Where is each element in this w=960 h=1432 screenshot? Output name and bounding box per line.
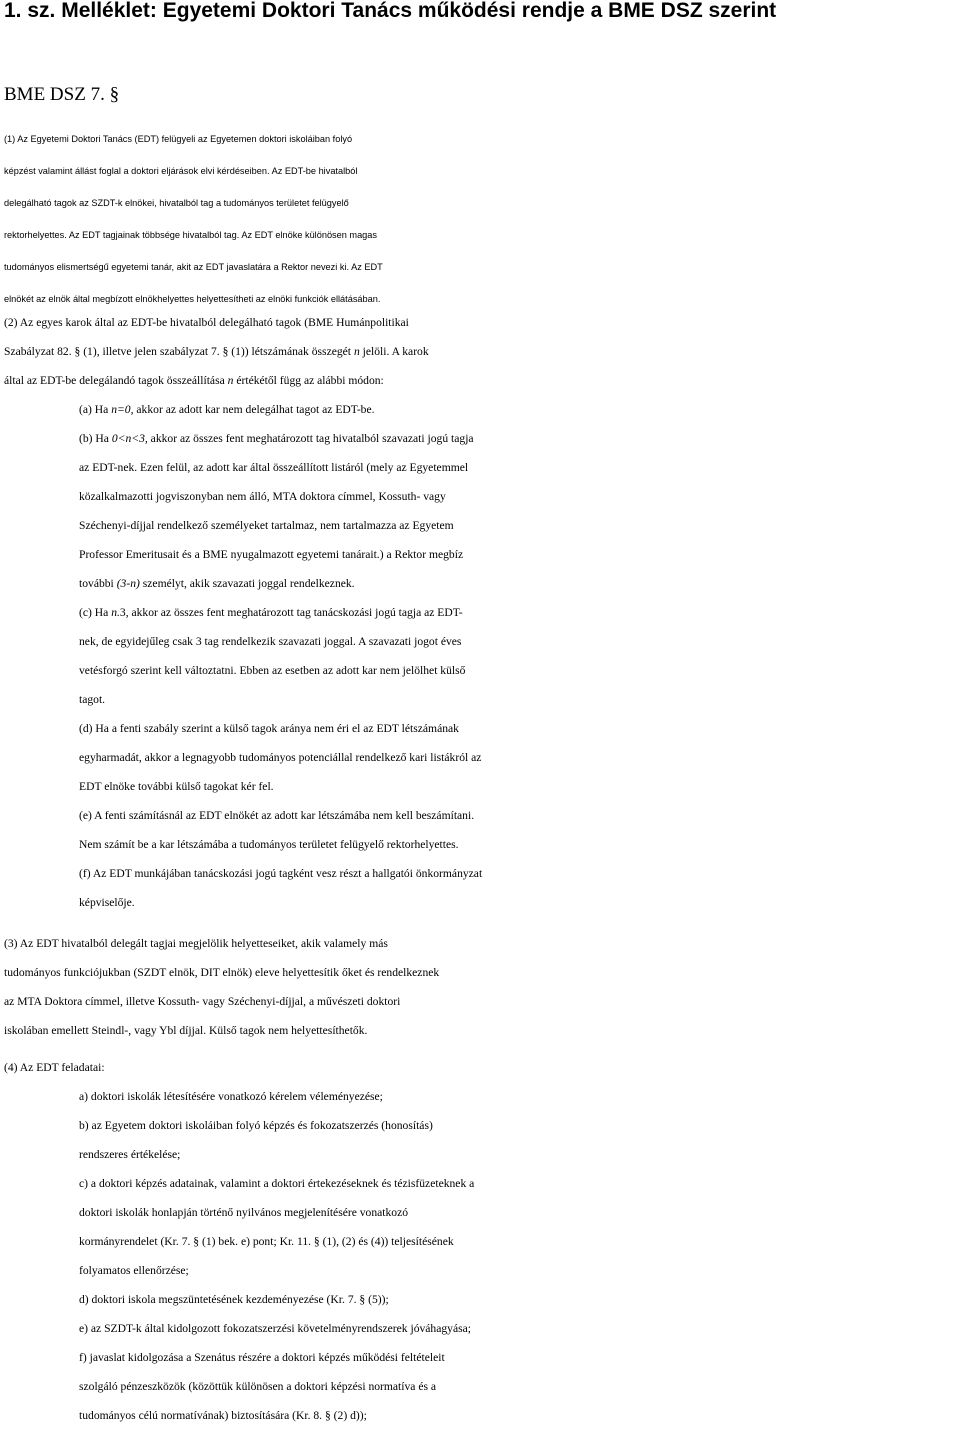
paragraph-2-line: (2) Az egyes karok által az EDT-be hivatalból delegálható tagok (BME Humánpolitikai: [4, 316, 409, 329]
text-run: további: [79, 577, 117, 590]
task-item: a) doktori iskolák létesítésére vonatkozó kérelem véleményezése;: [79, 1090, 383, 1103]
case-b-line: [4, 569, 958, 598]
case-d-line: egyharmadát, akkor a legnagyobb tudományos potenciállal rendelkező kari listákról az: [79, 751, 482, 764]
paragraph-1-line: (1) Az Egyetemi Doktori Tanács (EDT) felügyeli az Egyetemen doktori iskoláiban folyó: [4, 134, 353, 144]
document-title: 1. sz. Melléklet: Egyetemi Doktori Tanács működési rendje a BME DSZ szerint: [4, 0, 777, 22]
task-item: kormányrendelet (Kr. 7. § (1) bek. e) pont; Kr. 11. § (1), (2) és (4)) teljesítésének: [79, 1235, 454, 1248]
case-c: [4, 598, 958, 627]
task-item: tudományos célú normatívának) biztosítására (Kr. 8. § (2) d));: [79, 1409, 367, 1422]
text-run: akkor az összes fent meghatározott tag hivatalból szavazati jogú tagja: [147, 432, 474, 445]
paragraph-3-line: iskolában emellett Steindl-, vagy Ybl díjjal. Külső tagok nem helyettesíthetők.: [4, 1024, 368, 1037]
case-f: (f) Az EDT munkájában tanácskozási jogú tagként vesz részt a hallgatói önkormányzat: [79, 867, 483, 880]
paragraph-1-line: delegálható tagok az SZDT-k elnökei, hivatalból tag a tudományos területet felügyelő: [4, 198, 349, 208]
text-run: Szabályzat 82. § (1), illetve jelen szabályzat 7. § (1)) létszámának összegét: [4, 345, 354, 358]
paragraph-2-line: [4, 337, 958, 366]
case-e: (e) A fenti számításnál az EDT elnökét az adott kar létszámába nem kell beszámítani.: [79, 809, 475, 822]
paragraph-1-line: tudományos elismertségű egyetemi tanár, akit az EDT javaslatára a Rektor nevezi ki. Az EDT: [4, 262, 383, 272]
case-b-line: Professor Emeritusait és a BME nyugalmazott egyetemi tanárait.) a Rektor megbíz: [79, 548, 464, 561]
task-item: f) javaslat kidolgozása a Szenátus részére a doktori képzés működési feltételeit: [79, 1351, 445, 1364]
case-c-line: vetésforgó szerint kell változtatni. Ebben az esetben az adott kar nem jelölhet külső: [79, 664, 466, 677]
paragraph-3-line: (3) Az EDT hivatalból delegált tagjai megjelölik helyetteseiket, akik valamely más: [4, 937, 388, 950]
task-item: rendszeres értékelése;: [79, 1148, 181, 1161]
case-c-line: nek, de egyidejűleg csak 3 tag rendelkezik szavazati joggal. A szavazati jogot éves: [79, 635, 462, 648]
condition: n=0,: [111, 403, 134, 416]
text-run: (b) Ha: [79, 432, 112, 445]
case-b-line: az EDT-nek. Ezen felül, az adott kar által összeállított listáról (mely az Egyetemmel: [79, 461, 469, 474]
paragraph-2-line: [4, 366, 958, 395]
task-item: szolgáló pénzeszközök (közöttük különösen a doktori képzési normatíva és a: [79, 1380, 437, 1393]
text-run: jelöli. A karok: [359, 345, 429, 358]
case-b-line: Széchenyi-díjjal rendelkező személyeket tartalmaz, nem tartalmazza az Egyetem: [79, 519, 454, 532]
condition: 0<n<3,: [111, 432, 148, 445]
case-d-line: EDT elnöke további külső tagokat kér fel.: [79, 780, 274, 793]
paragraph-1-line: elnökét az elnök által megbízott elnökhelyettes helyettesítheti az elnöki funkciók ellátásában.: [4, 294, 381, 304]
task-item: c) a doktori képzés adatainak, valamint a doktori értekezéseknek és tézisfüzeteknek a: [79, 1177, 475, 1190]
text-run: által az EDT-be delegálandó tagok összeállítása: [4, 374, 228, 387]
text-run: értékétől függ az alábbi módon:: [233, 374, 384, 387]
paragraph-3-line: az MTA Doktora címmel, illetve Kossuth- vagy Széchenyi-díjjal, a művészeti doktori: [4, 995, 401, 1008]
case-e-line: Nem számít be a kar létszámába a tudományos területet felügyelő rektorhelyettes.: [79, 838, 459, 851]
paragraph-4: [4, 1053, 958, 1430]
case-d: (d) Ha a fenti szabály szerint a külső tagok aránya nem éri el az EDT létszámának: [79, 722, 459, 735]
paragraph-2: [4, 308, 958, 917]
task-item: folyamatos ellenőrzése;: [79, 1264, 189, 1277]
text-run: személyt, akik szavazati joggal rendelkeznek.: [139, 577, 355, 590]
paragraph-1-line: rektorhelyettes. Az EDT tagjainak többsége hivatalból tag. Az EDT elnöke különösen magas: [4, 230, 377, 240]
paragraph-1-line: képzést valamint állást foglal a doktori eljárások elvi kérdéseiben. Az EDT-be hivatalból: [4, 166, 358, 176]
text-run: akkor az adott kar nem delegálhat tagot az EDT-be.: [133, 403, 375, 416]
paragraph-3: [4, 929, 958, 1045]
case-c-line: tagot.: [79, 693, 106, 706]
task-item: b) az Egyetem doktori iskoláiban folyó képzés és fokozatszerzés (honosítás): [79, 1119, 433, 1132]
variable-n: n: [227, 374, 234, 387]
paragraph-4-heading: (4) Az EDT feladatai:: [4, 1061, 105, 1074]
text-run: (a) Ha: [79, 403, 112, 416]
case-b: [4, 424, 958, 453]
text-run: (c) Ha: [79, 606, 112, 619]
task-item: d) doktori iskola megszüntetésének kezdeményezése (Kr. 7. § (5));: [79, 1293, 389, 1306]
condition: n.: [111, 606, 120, 619]
text-run: 3, akkor az összes fent meghatározott tag tanácskozási jogú tagja az EDT-: [119, 606, 463, 619]
section-heading: BME DSZ 7. §: [4, 84, 120, 105]
case-a: [4, 395, 958, 424]
case-b-line: közalkalmazotti jogviszonyban nem álló, MTA doktora címmel, Kossuth- vagy: [79, 490, 446, 503]
variable-n: n: [353, 345, 360, 358]
case-f-line: képviselője.: [79, 896, 135, 909]
paragraph-3-line: tudományos funkciójukban (SZDT elnök, DIT elnök) eleve helyettesítik őket és rendelkeznek: [4, 966, 440, 979]
task-item: e) az SZDT-k által kidolgozott fokozatszerzési követelményrendszerek jóváhagyása;: [79, 1322, 471, 1335]
formula: (3-n): [116, 577, 140, 590]
task-item: doktori iskolák honlapján történő nyilvános megjelenítésére vonatkozó: [79, 1206, 409, 1219]
paragraph-1: [4, 123, 958, 315]
